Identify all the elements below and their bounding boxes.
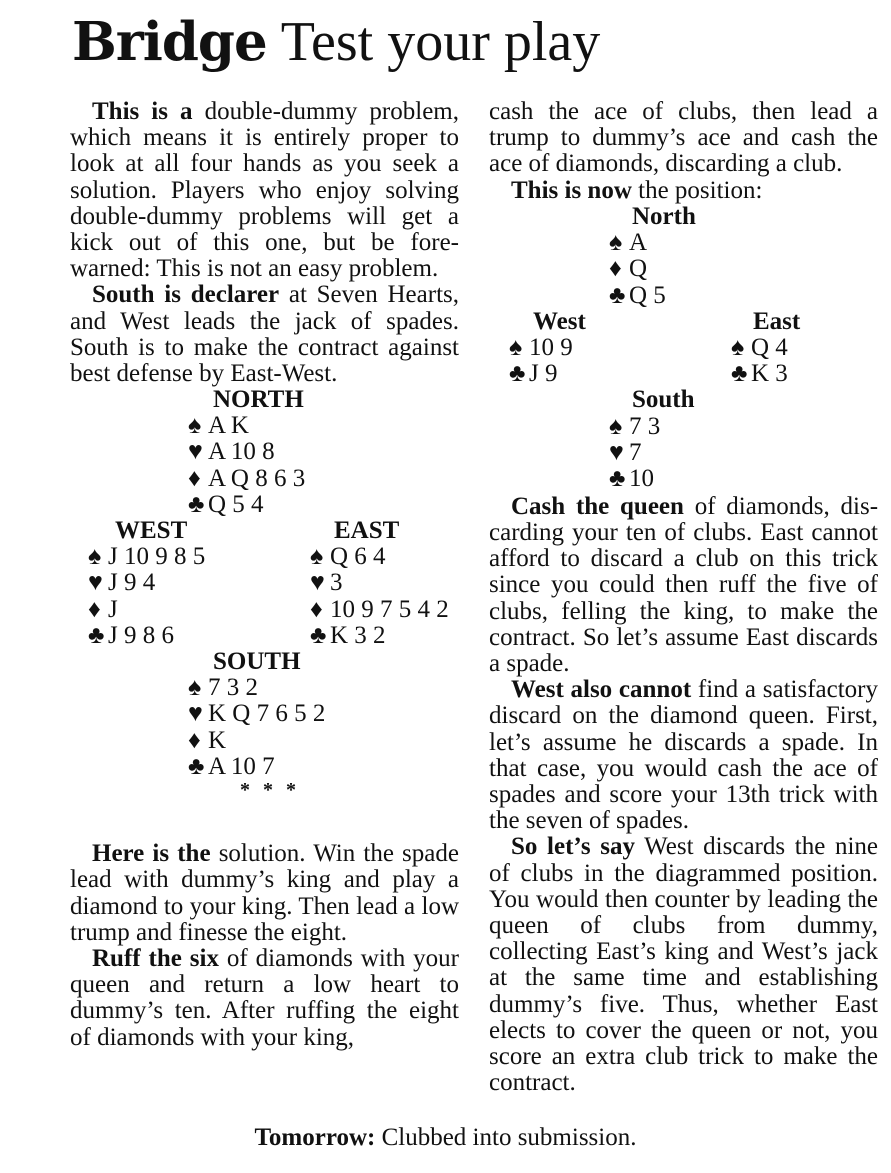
spade-icon: ♠ [609,412,623,440]
heart-icon: ♥ [310,569,325,597]
north-spades: ♠ A K [188,412,249,440]
heart-icon: ♥ [88,569,103,597]
paragraph-text: double-dummy problem, which means it is entirely proper to look at all four hands as you seek a solution. Players who enjoy solving double-dummy problems will get a kick out of this one, but be forewarned: This is not an easy problem. [70,98,459,283]
right-column [489,99,878,1096]
south-diamonds: ♦ K [188,727,227,755]
diamond-icon: ♦ [88,596,101,624]
right-paragraph-2 [489,178,878,204]
south-spades: ♠ 7 3 [609,412,661,440]
club-icon: ♣ [609,281,626,309]
south-label: South [632,385,695,413]
left-paragraph-1 [70,99,459,282]
lead-in: Here is the [92,840,211,868]
diamond-icon: ♦ [310,596,323,624]
club-icon: ♣ [731,359,748,387]
east-spades: ♠ Q 4 [731,333,788,361]
right-paragraph-4 [489,677,878,834]
spade-icon: ♠ [188,412,202,440]
headline-bridge: Bridge [72,11,267,73]
heart-icon: ♥ [188,700,203,728]
south-clubs: ♣ A 10 7 [188,753,275,781]
lead-in: This is a [92,98,193,125]
west-spades: ♠ J 10 9 8 5 [88,543,206,571]
diamond-icon: ♦ [188,465,201,493]
south-hearts: ♥ 7 [609,438,642,466]
east-label: EAST [334,517,400,545]
lead-in: West also cannot [511,676,692,704]
west-label: WEST [115,517,188,545]
club-icon: ♣ [609,464,626,492]
north-clubs: ♣ Q 5 4 [188,491,264,519]
west-hearts: ♥ J 9 4 [88,569,156,597]
east-diamonds: ♦ 10 9 7 5 4 2 [310,596,449,624]
south-clubs: ♣ 10 [609,464,654,492]
left-paragraph-2 [70,282,459,387]
paragraph-text: solution. Win the spade lead with dummy’s king and play a diamond to your king. Then lead a low trump and finesse the eight. [70,840,459,946]
paragraph-text: of diamonds with your queen and return a low heart to dummy’s ten. After ruffing the eight of diamonds with your king, [70,945,459,1051]
south-label: SOUTH [213,648,301,676]
lead-in: South is declarer [92,281,280,309]
section-break-stars: * * * [240,779,300,802]
club-icon: ♣ [310,622,327,650]
west-clubs: ♣ J 9 8 6 [88,622,174,650]
east-spades: ♠ Q 6 4 [310,543,386,571]
north-label: NORTH [213,386,304,414]
west-label: West [533,307,586,335]
spade-icon: ♠ [609,228,623,256]
paragraph-text: cash the ace of clubs, then lead a trump to dummy’s ace and cash the ace of diamonds, discarding a club. [489,98,878,178]
south-spades: ♠ 7 3 2 [188,674,258,702]
north-diamonds: ♦ Q [609,254,648,282]
end-position-diagram [489,204,878,494]
spade-icon: ♠ [509,333,523,361]
tomorrow-teaser [0,1124,891,1152]
lead-in: This is now [511,176,632,204]
north-label: North [632,202,696,230]
headline-test-your-play: Test your play [280,11,601,73]
headline [72,11,601,73]
north-hearts: ♥ A 10 8 [188,438,275,466]
paragraph-text: at Seven Hearts, and West leads the jack of spades. South is to make the contract against best defense by East-West. [70,281,460,388]
club-icon: ♣ [188,491,205,519]
east-clubs: ♣ K 3 2 [310,622,386,650]
spade-icon: ♠ [731,333,745,361]
club-icon: ♣ [509,359,526,387]
paragraph-text: find a satisfactory discard on the diamond queen. First, let’s assume he discards a spade. In that case, you would cash the ace of spades and score your 13th trick with the seven of spades. [489,676,878,835]
west-diamonds: ♦ J [88,596,118,624]
north-diamonds: ♦ A Q 8 6 3 [188,465,306,493]
heart-icon: ♥ [609,438,624,466]
west-spades: ♠ 10 9 [509,333,573,361]
right-paragraph-5 [489,834,878,1096]
right-paragraph-3 [489,494,878,677]
diamond-icon: ♦ [188,727,201,755]
tomorrow-label: Tomorrow: [254,1124,376,1151]
paragraph-text: West discards the nine of clubs in the diagrammed position. You would then counter by leading the queen of clubs from dummy, collecting East’s king and West’s jack at the same time and establishing dummy’s five. Thus, whether East elects to cover the queen or not, you score an extra club trick to make the contract. [489,833,878,1097]
north-clubs: ♣ Q 5 [609,281,666,309]
tomorrow-text: Clubbed into submission. [375,1124,637,1151]
paragraph-text: the position: [631,176,763,204]
left-paragraph-3 [70,841,459,946]
left-paragraph-4 [70,946,459,1051]
diamond-icon: ♦ [609,254,622,282]
east-label: East [753,307,801,335]
west-clubs: ♣ J 9 [509,359,558,387]
spade-icon: ♠ [88,543,102,571]
south-hearts: ♥ K Q 7 6 5 2 [188,700,326,728]
spade-icon: ♠ [188,674,202,702]
left-column [70,99,459,1051]
north-spades: ♠ A [609,228,648,256]
club-icon: ♣ [88,622,105,650]
spade-icon: ♠ [310,543,324,571]
lead-in: So let’s say [511,833,635,861]
lead-in: Cash the queen [511,492,684,520]
lead-in: Ruff the six [92,945,219,973]
east-clubs: ♣ K 3 [731,359,788,387]
paragraph-text: of diamonds, discarding your ten of clubs. East cannot afford to discard a club on this trick since you could then ruff the five of clubs, felling the king, to make the contract. So let’s assume East discards a spade. [489,492,879,678]
east-hearts: ♥ 3 [310,569,343,597]
heart-icon: ♥ [188,438,203,466]
full-deal-diagram [70,387,459,807]
right-paragraph-1 [489,99,878,178]
club-icon: ♣ [188,753,205,781]
